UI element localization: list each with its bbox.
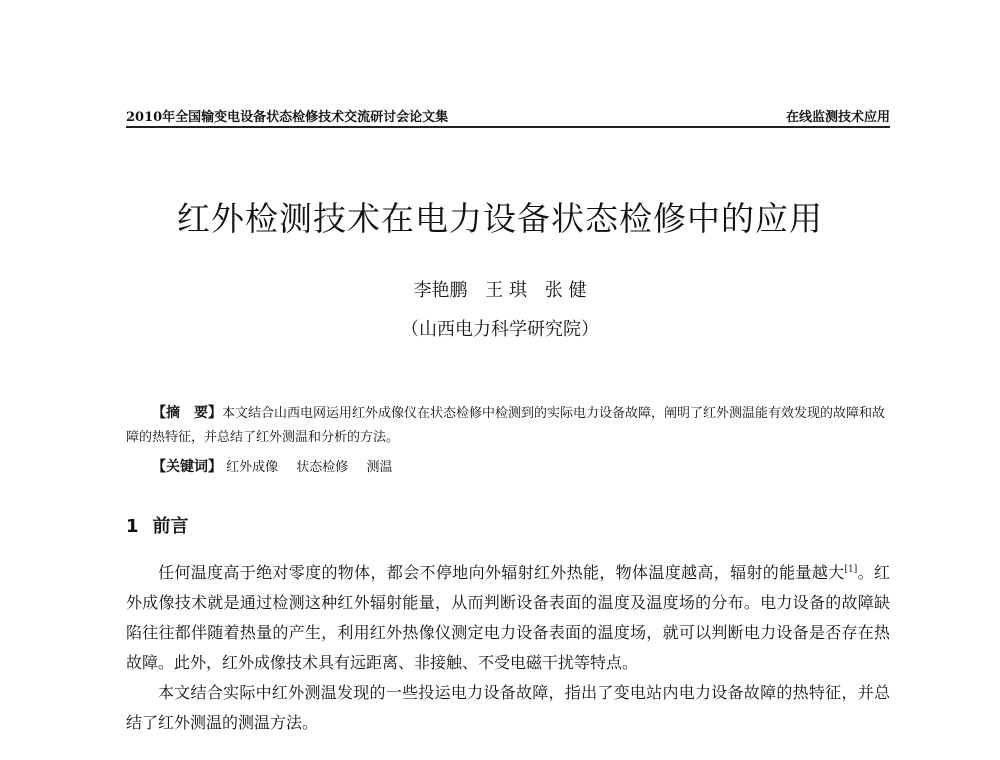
keywords [152,456,406,476]
section-heading [126,512,189,538]
section-title: 前言 [152,516,189,537]
citation-ref[interactable]: [1] [844,564,858,575]
header-section-title: 在线监测技术应用 [785,110,890,125]
paper-title: 红外检测技术在电力设备状态检修中的应用 [177,199,823,238]
author-name: 王 琪 [485,280,527,301]
keyword: 测温 [366,460,393,475]
section-number: 1 [126,516,139,537]
paragraph-text: 任何温度高于绝对零度的物体，都会不停地向外辐射红外热能，物体温度越高，辐射的能量越大 [158,563,845,582]
paragraph [126,558,890,678]
author-name: 张 健 [544,280,587,301]
running-header [126,104,890,128]
body-text [126,558,890,738]
author-name: 李艳鹏 [413,280,468,301]
abstract-label: 【摘 要】 [152,405,222,421]
author-list [0,276,1000,302]
abstract [126,401,896,450]
keyword: 红外成像 [226,460,279,475]
header-proceedings-title: 2010年全国输变电设备状态检修技术交流研讨会论文集 [126,110,449,125]
paragraph-text: 。红外成像技术就是通过检测这种红外辐射能量，从而判断设备表面的温度及温度场的分布。电力设备的故障缺陷往往都伴随着热量的产生，利用红外热像仪测定电力设备表面的温度场，就可以判断电力设备是否存在热故障。此外，红外成像技术具有远距离、非接触、不受电磁干扰等特点。 [126,563,890,672]
abstract-text: 本文结合山西电网运用红外成像仪在状态检修中检测到的实际电力设备故障，阐明了红外测温能有效发现的故障和故障的热特征，并总结了红外测温和分析的方法。 [126,406,886,445]
keywords-label: 【关键词】 [152,459,222,475]
keyword: 状态检修 [296,460,349,475]
paragraph: 本文结合实际中红外测温发现的一些投运电力设备故障，指出了变电站内电力设备故障的热特征，并总结了红外测温的测温方法。 [126,683,890,732]
author-affiliation: （山西电力科学研究院） [401,319,599,340]
